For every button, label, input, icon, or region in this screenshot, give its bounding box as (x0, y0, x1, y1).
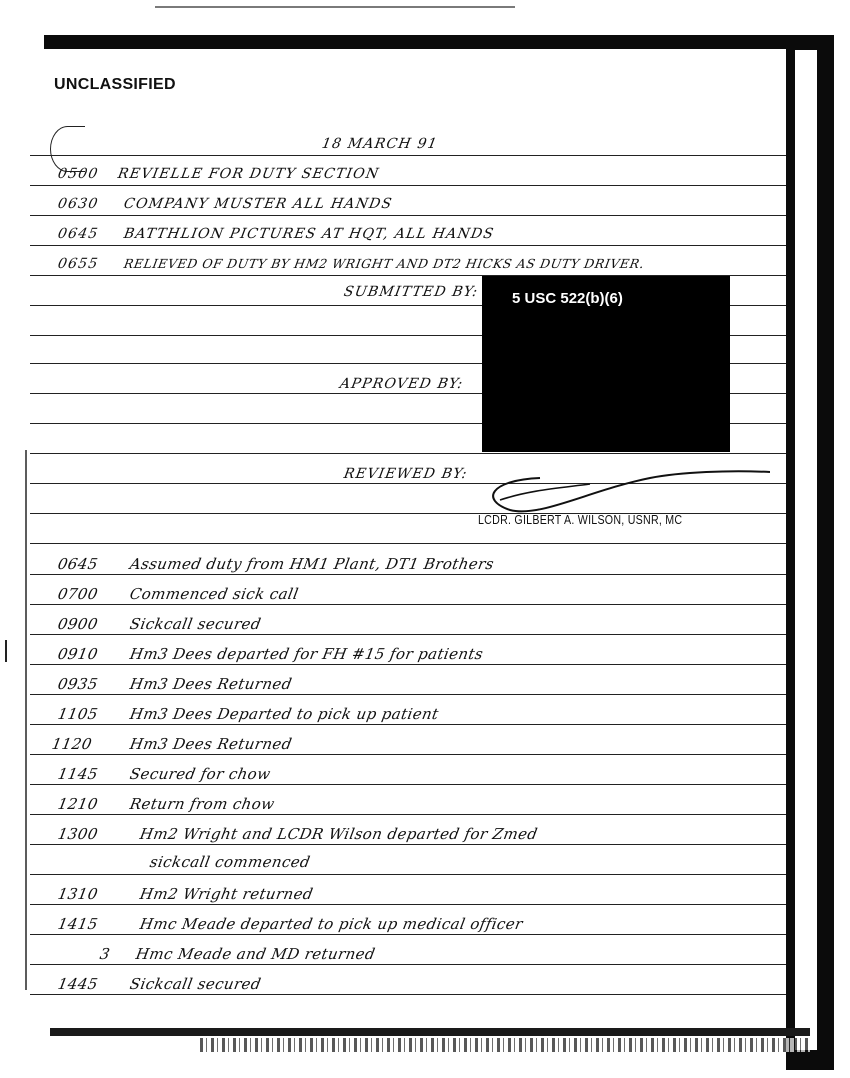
log-entry: Hm2 Wright and LCDR Wilson departed for Zmed (138, 825, 540, 843)
log-entry: Sickcall secured (128, 615, 263, 633)
log-time: 1145 (56, 765, 100, 783)
log-time: 1105 (56, 705, 100, 723)
log-entry: Hmc Meade departed to pick up medical officer (138, 915, 525, 933)
log-time: 1310 (56, 885, 100, 903)
reviewer-stamp: LCDR. GILBERT A. WILSON, USNR, MC (478, 512, 683, 527)
log-time: 0630 (56, 196, 100, 212)
log-time: 1300 (56, 825, 100, 843)
classification-header: UNCLASSIFIED (54, 76, 176, 93)
scan-border-top (44, 35, 834, 49)
log-time: 0500 (56, 166, 100, 182)
log-time: 1415 (56, 915, 100, 933)
redaction-box (482, 276, 730, 452)
log-entry: Sickcall secured (128, 975, 263, 993)
log-time: 0900 (56, 615, 100, 633)
log-entry: sickcall commenced (148, 853, 312, 871)
log-entry: RELIEVED OF DUTY BY HM2 WRIGHT AND DT2 HICKS AS DUTY DRIVER. (122, 256, 646, 271)
log-time: 0655 (56, 256, 100, 272)
log-entry: COMPANY MUSTER ALL HANDS (122, 196, 394, 212)
log-time: 0910 (56, 645, 100, 663)
submitted-by-label: SUBMITTED BY: (342, 284, 480, 300)
log-time: 1210 (56, 795, 100, 813)
log-time: 0700 (56, 585, 100, 603)
log-entry: Return from chow (128, 795, 277, 813)
log-entry: REVIELLE FOR DUTY SECTION (116, 166, 381, 182)
log-entry: Secured for chow (128, 765, 273, 783)
log-date: 18 MARCH 91 (320, 136, 440, 152)
reviewed-by-label: REVIEWED BY: (342, 466, 469, 482)
log-entry: BATTHLION PICTURES AT HQT, ALL HANDS (122, 226, 496, 242)
log-time: 1120 (50, 735, 94, 753)
log-entry: Hm3 Dees Returned (128, 675, 294, 693)
log-time: 0645 (56, 555, 100, 573)
log-entry: Hm3 Dees departed for FH #15 for patients (128, 645, 485, 663)
log-entry: Commenced sick call (128, 585, 301, 603)
log-time: 3 (98, 945, 112, 963)
scan-noise-bottom (200, 1038, 810, 1052)
log-time: 0935 (56, 675, 100, 693)
log-entry: Assumed duty from HM1 Plant, DT1 Brothers (128, 555, 496, 573)
scan-border-right-gap (795, 50, 817, 1050)
log-time: 0645 (56, 226, 100, 242)
scan-border-bottom (50, 1028, 810, 1036)
approved-by-label: APPROVED BY: (338, 376, 465, 392)
left-margin-line (25, 450, 27, 990)
log-entry: Hm3 Dees Returned (128, 735, 294, 753)
redaction-label: 5 USC 522(b)(6) (512, 290, 623, 307)
margin-tick (5, 640, 7, 662)
scan-artifact-top (155, 6, 515, 8)
log-entry: Hm3 Dees Departed to pick up patient (128, 705, 441, 723)
log-time: 1445 (56, 975, 100, 993)
log-entry: Hmc Meade and MD returned (134, 945, 377, 963)
log-entry: Hm2 Wright returned (138, 885, 315, 903)
